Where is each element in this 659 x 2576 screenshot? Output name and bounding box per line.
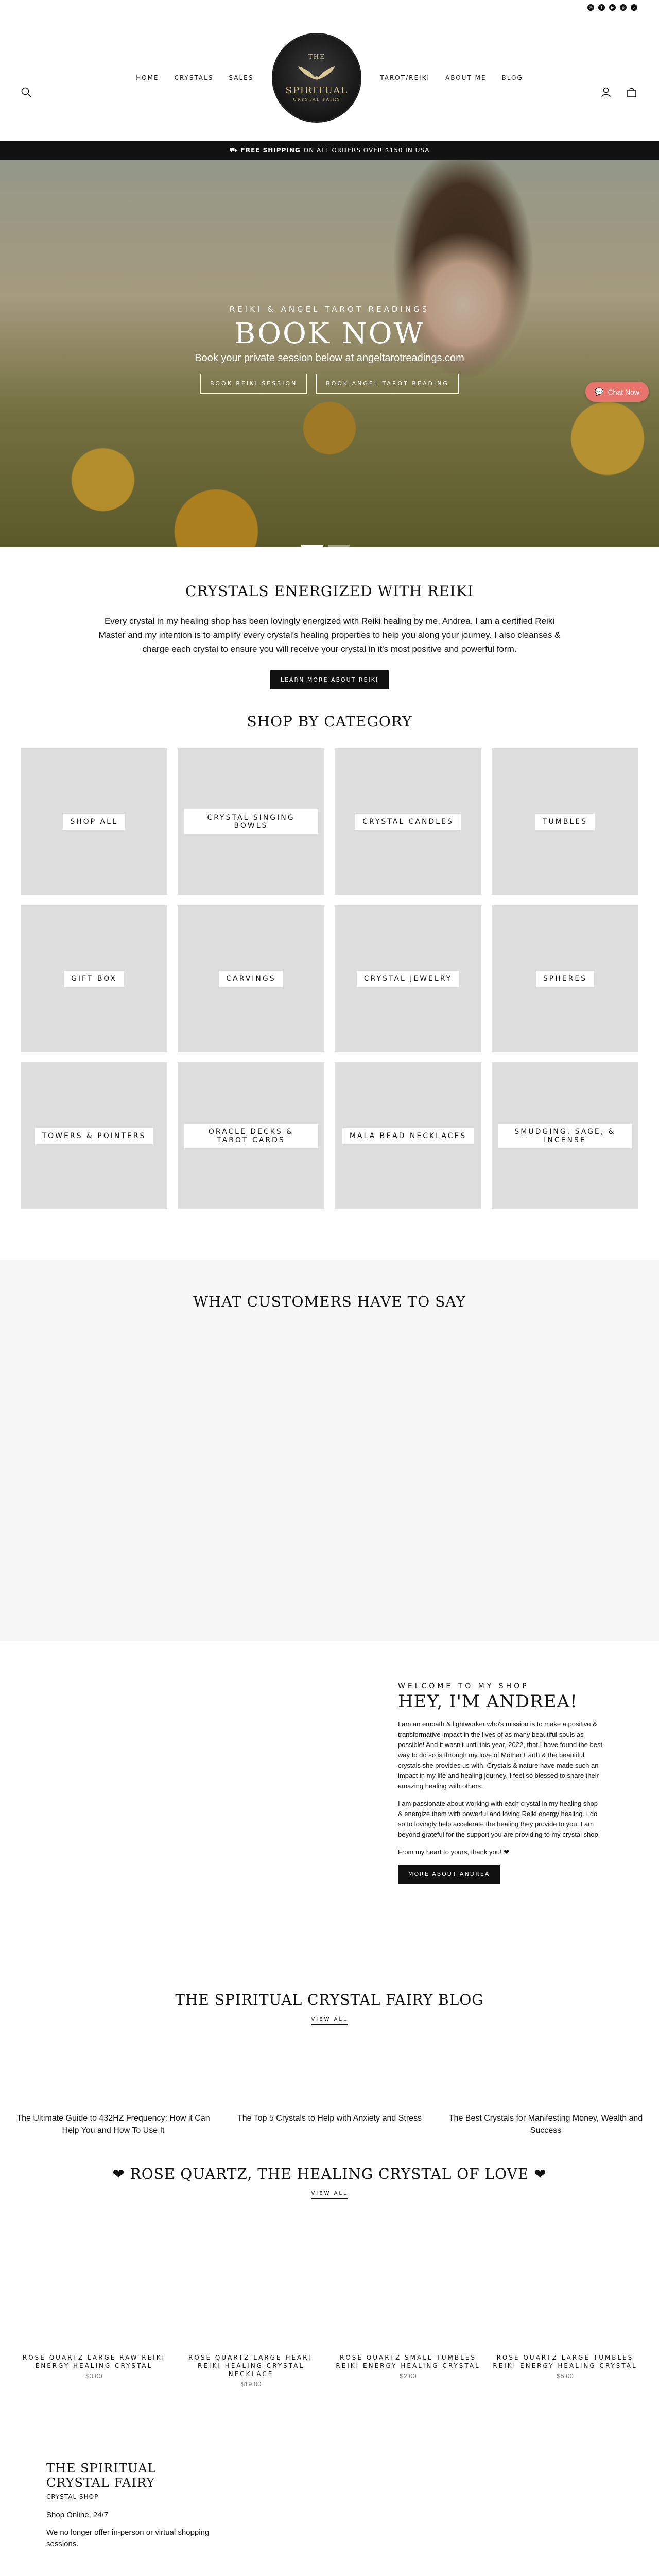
category-tile[interactable] (492, 905, 638, 1052)
search-icon[interactable] (21, 87, 32, 98)
product-card[interactable] (492, 2353, 638, 2388)
nav-home[interactable]: HOME (136, 74, 159, 81)
product-name: ROSE QUARTZ LARGE RAW REIKI ENERGY HEALING CRYSTAL (22, 2354, 166, 2369)
product-card[interactable] (21, 2353, 167, 2388)
facebook-icon[interactable]: f (598, 4, 605, 11)
blog-title: THE SPIRITUAL CRYSTAL FAIRY BLOG (175, 1991, 484, 2008)
category-label: MALA BEAD NECKLACES (342, 1128, 474, 1144)
blog-section (0, 1991, 659, 2137)
category-label: GIFT BOX (64, 971, 124, 987)
nav-sales[interactable]: SALES (229, 74, 254, 81)
category-tile[interactable] (21, 905, 167, 1052)
chat-now-button[interactable] (585, 382, 649, 402)
blog-post-title[interactable]: The Top 5 Crystals to Help with Anxiety and Stress (237, 2114, 422, 2123)
category-tile[interactable] (178, 905, 324, 1052)
hero-content (0, 304, 659, 394)
youtube-icon[interactable]: ▶ (609, 4, 616, 11)
main-nav (136, 34, 523, 122)
announcement-bar (0, 141, 659, 160)
about-text-block (398, 1682, 604, 1884)
blog-view-all-link[interactable]: VIEW ALL (311, 2016, 348, 2025)
category-section (0, 689, 659, 1209)
category-title: SHOP BY CATEGORY (247, 713, 412, 730)
about-paragraph-3: From my heart to yours, thank you! ❤ (398, 1848, 510, 1856)
category-label: CRYSTAL SINGING BOWLS (184, 809, 318, 834)
logo-main-text: SPIRITUAL (285, 85, 349, 96)
blog-grid (0, 2112, 659, 2137)
cart-icon[interactable] (626, 87, 637, 98)
rose-quartz-section (0, 2165, 659, 2388)
product-price: $2.00 (400, 2372, 417, 2380)
chat-bubble-icon: 💬 (595, 387, 604, 396)
hero-title: BOOK NOW (234, 317, 425, 350)
social-strip (0, 0, 659, 14)
announcement-text: ON ALL ORDERS OVER $150 IN USA (303, 147, 430, 154)
chat-label: Chat Now (608, 387, 639, 396)
reviews-section (0, 1260, 659, 1641)
book-reiki-button[interactable]: BOOK REIKI SESSION (200, 374, 307, 394)
store-hours: Shop Online, 24/7 (46, 2511, 109, 2519)
hero-subtitle: Book your private session below at angeltarotreadings.com (195, 352, 464, 364)
nav-crystals[interactable]: CRYSTALS (174, 74, 214, 81)
logo-top-text: THE (308, 53, 325, 60)
category-label: CRYSTAL JEWELRY (357, 971, 459, 987)
tiktok-icon[interactable]: ♪ (631, 4, 637, 11)
category-tile[interactable] (335, 905, 481, 1052)
rose-view-all-link[interactable]: VIEW ALL (311, 2191, 348, 2199)
hero-banner (0, 160, 659, 547)
category-label: SMUDGING, SAGE, & INCENSE (498, 1124, 632, 1148)
category-tile[interactable] (335, 748, 481, 895)
product-grid (0, 2353, 659, 2388)
category-label: TUMBLES (535, 814, 595, 830)
category-label: CRYSTAL CANDLES (355, 814, 460, 830)
site-header (0, 14, 659, 141)
pinterest-icon[interactable]: p (620, 4, 627, 11)
product-price: $19.00 (240, 2380, 262, 2388)
about-paragraph-1: I am an empath & lightworker who's mission is to make a positive & transformative impact in the lives of as many beautiful souls as possible! And it wasn't until this year, 2022, that I have found the best way to do so is through my love of Mother Earth & the beautiful crystals she provides us with. Crystals & nature have made such an impact in my life and healing journey. I feel so blessed to share their amazing healing with others. (398, 1720, 603, 1790)
blog-post-title[interactable]: The Best Crystals for Manifesting Money, Wealth and Success (448, 2114, 643, 2135)
category-tile[interactable] (178, 1062, 324, 1209)
more-about-button[interactable]: MORE ABOUT ANDREA (398, 1865, 500, 1884)
slide-indicators (301, 545, 350, 547)
product-price: $5.00 (557, 2372, 574, 2380)
category-label: SPHERES (536, 971, 594, 987)
logo-sub-text: CRYSTAL FAIRY (293, 97, 341, 102)
fairy-wings-icon (296, 62, 337, 83)
category-tile[interactable] (492, 1062, 638, 1209)
blog-post-title[interactable]: The Ultimate Guide to 432HZ Frequency: How it Can Help You and How To Use It (16, 2114, 210, 2135)
category-tile[interactable] (21, 748, 167, 895)
category-label: CARVINGS (219, 971, 283, 987)
category-tile[interactable] (21, 1062, 167, 1209)
hero-eyebrow: REIKI & ANGEL TAROT READINGS (229, 304, 430, 314)
about-paragraph-2: I am passionate about working with each crystal in my healing shop & energize them with powerful and loving Reiki energy healing. I do so to lovingly help accelerate the healing they provide to you. I am beyond grateful for the support you are providing to my crystal shop. (398, 1800, 600, 1838)
product-name: ROSE QUARTZ SMALL TUMBLES REIKI ENERGY HEALING CRYSTAL (336, 2354, 480, 2369)
product-name: ROSE QUARTZ LARGE TUMBLES REIKI ENERGY HEALING CRYSTAL (493, 2354, 637, 2369)
announcement-bold: FREE SHIPPING (240, 147, 301, 154)
store-title: THE SPIRITUAL CRYSTAL FAIRY (46, 2461, 157, 2490)
account-icon[interactable] (600, 87, 612, 98)
about-eyebrow: WELCOME TO MY SHOP (398, 1682, 529, 1690)
store-info (46, 2461, 216, 2550)
nav-blog[interactable]: BLOG (501, 74, 523, 81)
slide-dot-2[interactable] (328, 545, 350, 547)
category-tile[interactable] (335, 1062, 481, 1209)
hero-buttons (0, 374, 659, 394)
learn-reiki-button[interactable]: LEARN MORE ABOUT REIKI (270, 670, 389, 689)
category-label: ORACLE DECKS & TAROT CARDS (184, 1124, 318, 1148)
reviews-title: WHAT CUSTOMERS HAVE TO SAY (193, 1293, 466, 1310)
store-kind: CRYSTAL SHOP (46, 2493, 99, 2500)
product-name: ROSE QUARTZ LARGE HEART REIKI HEALING CRYSTAL NECKLACE (188, 2354, 314, 2378)
reiki-body: Every crystal in my healing shop has been lovingly energized with Reiki healing by me, Andrea. I am a certified Reiki Master and my intention is to amplify every crystal's healing properties to help you along your journey. I also cleanses & charge each crystal to ensure you will receive your crystal in it's most positive and powerful form. (98, 616, 561, 654)
truck-icon: ⛟ (229, 146, 238, 154)
rose-title: ❤ ROSE QUARTZ, THE HEALING CRYSTAL OF LOVE ❤ (112, 2165, 547, 2182)
category-label: TOWERS & POINTERS (35, 1128, 153, 1144)
instagram-icon[interactable]: ◎ (587, 4, 594, 11)
reiki-section (0, 547, 659, 689)
category-tile[interactable] (178, 748, 324, 895)
category-tile[interactable] (492, 748, 638, 895)
book-tarot-button[interactable]: BOOK ANGEL TAROT READING (316, 374, 459, 394)
about-title: HEY, I'M ANDREA! (398, 1691, 578, 1712)
store-note: We no longer offer in-person or virtual shopping sessions. (46, 2528, 210, 2548)
nav-about-me[interactable]: ABOUT ME (445, 74, 487, 81)
about-section (0, 1641, 659, 1991)
product-card[interactable] (335, 2353, 481, 2388)
product-card[interactable] (178, 2353, 324, 2388)
nav-tarot-reiki[interactable]: TAROT/REIKI (380, 74, 430, 81)
nav-right (380, 74, 523, 81)
reiki-title: CRYSTALS ENERGIZED WITH REIKI (185, 583, 474, 600)
nav-left (136, 74, 253, 81)
site-logo[interactable] (273, 34, 360, 122)
category-grid (0, 748, 659, 1209)
slide-dot-1[interactable] (301, 545, 323, 547)
category-label: SHOP ALL (63, 814, 125, 830)
product-price: $3.00 (85, 2372, 102, 2380)
